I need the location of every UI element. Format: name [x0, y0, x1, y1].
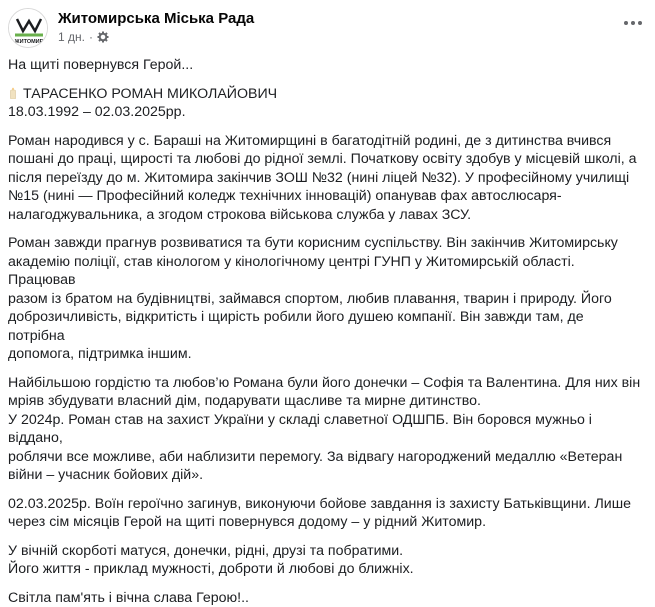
more-dot	[638, 21, 642, 25]
post-meta	[58, 30, 109, 44]
post-line: Роман завжди прагнув розвиватися та бути корисним суспільству. Він закінчив Житомирську	[8, 234, 644, 253]
avatar-text: ЖИТОМИР	[14, 39, 44, 45]
city-logo-icon	[9, 9, 48, 48]
post-line: №15 (нині — Професійний коледж технічних інновацій) опанував фах автослюсаря-	[8, 187, 644, 206]
post-line: На щиті повернувся Герой...	[8, 56, 644, 75]
post-line: разом із братом на будівництві, займався спортом, любив плавання, тварин і природу. Його	[8, 290, 644, 309]
post-line: війни – учасник бойових дій».	[8, 466, 644, 485]
candle-icon	[9, 87, 17, 99]
hero-name: ТАРАСЕНКО РОМАН МИКОЛАЙОВИЧ	[23, 86, 277, 102]
avatar[interactable]	[8, 8, 48, 48]
post-line: через сім місяців Герой на щиті повернувся додому – у рідний Житомир.	[8, 513, 644, 532]
post-line: мріяв збудувати власний дім, подарувати щасливе та мирне дитинство.	[8, 392, 644, 411]
post-line: налагоджувальника, а згодом строкова військова служба у лавах ЗСУ.	[8, 206, 644, 225]
post-line: академію поліції, став кінологом у кінологічному центрі ГУНП у Житомирській області. Працював	[8, 253, 644, 290]
post-line: У вічній скорботі матуся, донечки, рідні, друзі та побратими.	[8, 542, 644, 561]
gear-icon[interactable]	[97, 31, 109, 43]
post-line: 02.03.2025р. Воїн героїчно загинув, виконуючи бойове завдання із захисту Батьківщини. Лише	[8, 495, 644, 514]
post-line: Його життя - приклад мужності, доброти й любові до ближніх.	[8, 560, 644, 579]
post-line: після переїзду до м. Житомира закінчив ЗОШ №32 (нині ліцей №32). У професійному училищі	[8, 169, 644, 188]
post-line: Найбільшою гордістю та любов’ю Романа були його донечки – Софія та Валентина. Для них він	[8, 374, 644, 393]
post-header	[8, 8, 647, 48]
post-line: доброзичливість, відкритість і щирість робили його душею компанії. Він завжди там, де потрібна	[8, 308, 644, 345]
post-line: 18.03.1992 – 02.03.2025рр.	[8, 103, 644, 122]
post-time-link[interactable]: 1 дн.	[58, 30, 85, 44]
post-line: пошані до праці, щирості та любові до рідної землі. Початкову освіту здобув у місцевій школі, а	[8, 150, 644, 169]
post-line: Світла пам'ять і вічна слава Герою!..	[8, 589, 644, 607]
more-dot	[631, 21, 635, 25]
post-line: роблячи все можливе, аби наблизити перемогу. За відвагу нагороджений медаллю «Ветеран	[8, 448, 644, 467]
post-line	[8, 85, 644, 104]
post-line: допомога, підтримка іншим.	[8, 345, 644, 364]
more-dot	[624, 21, 628, 25]
post-body	[8, 56, 644, 607]
separator-dot: ·	[89, 30, 93, 44]
more-options-icon[interactable]	[619, 12, 647, 34]
post-line: Роман народився у с. Бараші на Житомирщині в багатодітній родині, де з дитинства вчився	[8, 132, 644, 151]
page-name-link[interactable]: Житомирська Міська Рада	[58, 10, 254, 27]
post-line: У 2024р. Роман став на захист України у складі славетної ОДШПБ. Він боровся мужньо і віддано,	[8, 411, 644, 448]
